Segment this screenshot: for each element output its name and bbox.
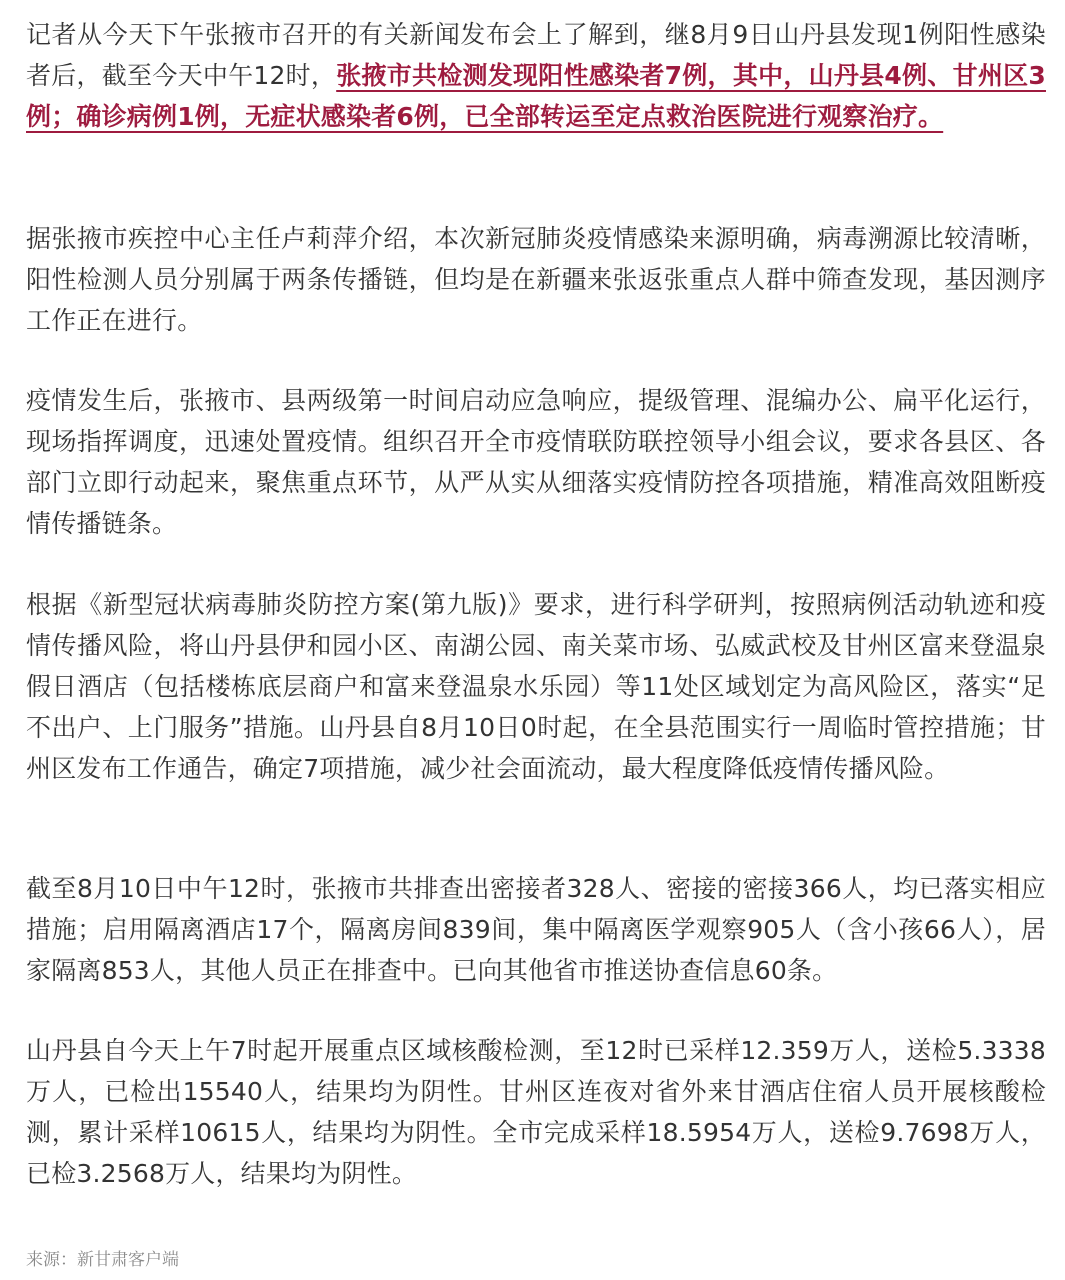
paragraph-high-risk-areas: 根据《新型冠状病毒肺炎防控方案(第九版)》要求，进行科学研判，按照病例活动轨迹和疫情传播风险，将山丹县伊和园小区、南湖公园、南关菜市场、弘威武校及甘州区富来登温泉假日酒店（包括楼栋底层商户和富来登温泉水乐园）等11处区域划定为高风险区，落实“足不出户、上门服务”措施。山丹县自8月10日0时起，在全县范围实行一周临时管控措施；甘州区发布工作通告，确定7项措施，减少社会面流动，最大程度降低疫情传播风险。 (26, 590, 1046, 783)
lead-highlight: 张掖市共检测发现阳性感染者7例，其中，山丹县4例、甘州区3例；确诊病例1例，无症状感染者6例，已全部转运至定点救治医院进行观察治疗。 (26, 61, 1046, 131)
paragraph-source-tracing: 据张掖市疾控中心主任卢莉萍介绍，本次新冠肺炎疫情感染来源明确，病毒溯源比较清晰，阳性检测人员分别属于两条传播链，但均是在新疆来张返张重点人群中筛查发现，基因测序工作正在进行。 (26, 224, 1046, 335)
source-attribution: 来源：新甘肃客户端 (26, 1250, 179, 1270)
paragraph-close-contacts: 截至8月10日中午12时，张掖市共排查出密接者328人、密接的密接366人，均已落实相应措施；启用隔离酒店17个，隔离房间839间，集中隔离医学观察905人（含小孩66人），居家隔离853人，其他人员正在排查中。已向其他省市推送协查信息60条。 (26, 874, 1046, 985)
paragraph-lead (26, 14, 1046, 137)
lead-text: 记者从今天下午张掖市召开的有关新闻发布会上了解到，继8月9日山丹县发现1例阳性感染者后，截至今天中午12时， (26, 20, 1046, 90)
paragraph-emergency-response: 疫情发生后，张掖市、县两级第一时间启动应急响应，提级管理、混编办公、扁平化运行，现场指挥调度，迅速处置疫情。组织召开全市疫情联防联控领导小组会议，要求各县区、各部门立即行动起来，聚焦重点环节，从严从实从细落实疫情防控各项措施，精准高效阻断疫情传播链条。 (26, 386, 1046, 538)
paragraph-nucleic-testing: 山丹县自今天上午7时起开展重点区域核酸检测，至12时已采样12.359万人，送检5.3338万人，已检出15540人，结果均为阴性。甘州区连夜对省外来甘酒店住宿人员开展核酸检测，累计采样10615人，结果均为阴性。全市完成采样18.5954万人，送检9.7698万人，已检3.2568万人，结果均为阴性。 (26, 1036, 1046, 1188)
